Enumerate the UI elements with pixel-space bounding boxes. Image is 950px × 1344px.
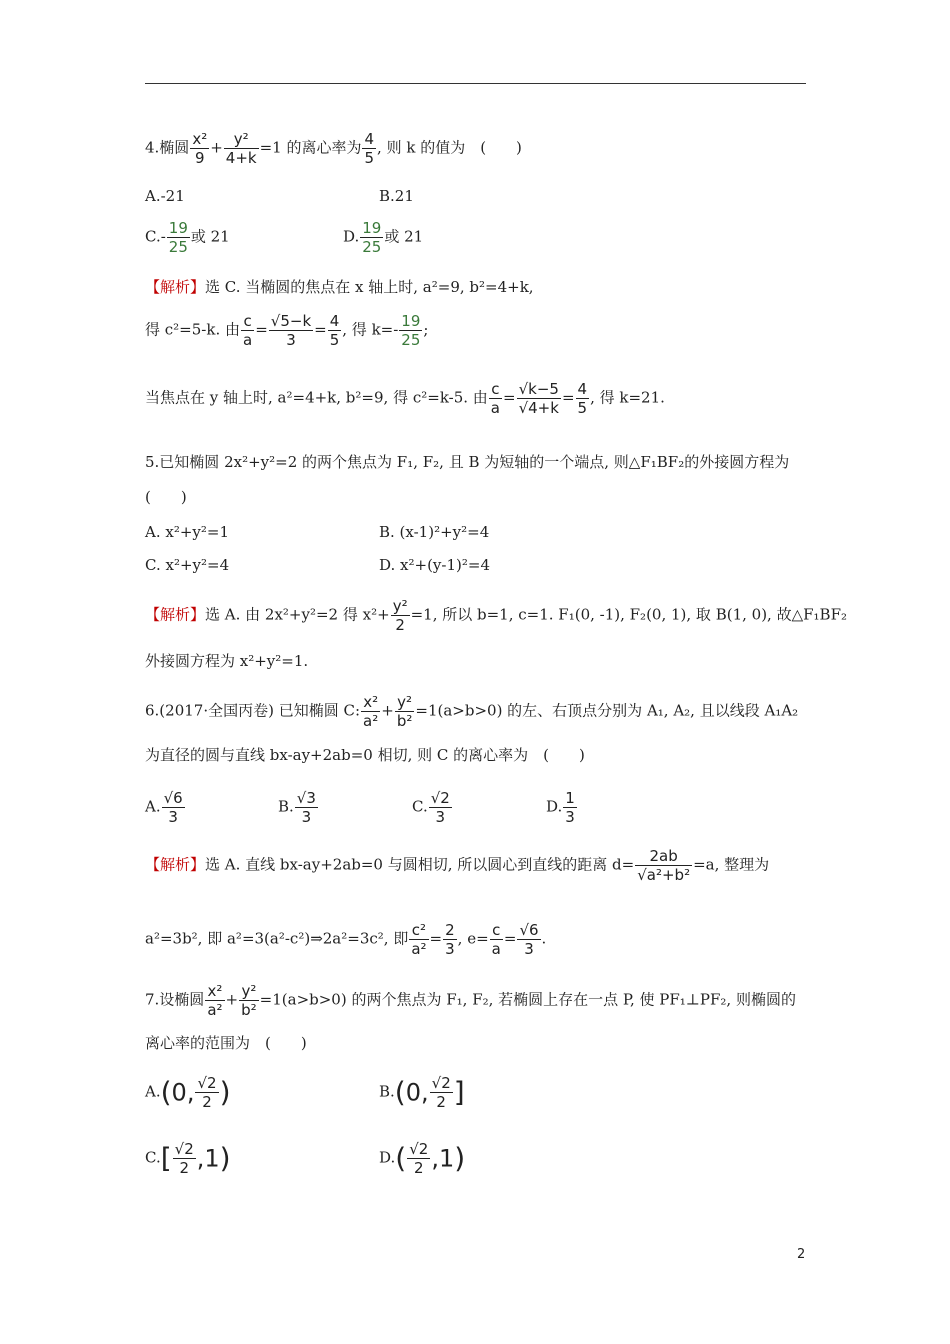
q7-option-a: A.(0, $\frac{√2}{2}$ ) xyxy=(145,1074,231,1111)
solution-tag: 【解析】 xyxy=(145,605,206,624)
q4-option-b: B.21 xyxy=(379,187,414,205)
sol4-line2: 得 c²=5-k. 由 $\frac{c}{a}$ = $\frac{√5-k}{3}$ = $\frac{4}{5}$ , 得 k=- $\frac{19}{25}$ ; xyxy=(145,312,429,349)
sol4-line1: 【解析】选 C. 当椭圆的焦点在 x 轴上时, a²=9, b²=4+k, xyxy=(145,278,534,296)
q7-option-d: D.( $\frac{√2}{2}$ ,1) xyxy=(379,1140,466,1177)
q6-stem-2: 为直径的圆与直线 bx-ay+2ab=0 相切, 则 C 的离心率为 ( ) xyxy=(145,746,585,764)
q7-option-c: C.[ $\frac{√2}{2}$ ,1) xyxy=(145,1140,231,1177)
q6-option-b: B. $\frac{√3}{3}$ xyxy=(278,789,316,826)
q7-option-b: B.(0, $\frac{√2}{2}$ ] xyxy=(379,1074,465,1111)
sol6-line2: a²=3b², 即 a²=3(a²-c²)⇒2a²=3c², 即 $\frac{\text{c²}}{\text{a²}}$ = $\frac{2}{3}$ , e= $\frac{c}{a}$ = $\frac{√6}{3}$ . xyxy=(145,921,547,958)
solution-tag: 【解析】 xyxy=(145,855,206,874)
q5-option-a: A. x²+y²=1 xyxy=(145,523,230,541)
page-number: 2 xyxy=(797,1247,806,1262)
q5-option-c: C. x²+y²=4 xyxy=(145,556,230,574)
q4-stem: 4.椭圆 $\frac{\text{x²}}{9}$ + $\frac{\text{y²}}{4+k}$ =1 的离心率为 $\frac{4}{5}$ , 则 k 的值为 ( ) xyxy=(145,130,522,167)
q6-option-d: D. $\frac{1}{3}$ xyxy=(546,789,575,826)
q5-option-b: B. (x-1)²+y²=4 xyxy=(379,523,490,541)
q7-stem: 7.设椭圆 $\frac{\text{x²}}{\text{a²}}$ + $\frac{\text{y²}}{\text{b²}}$ =1(a>b>0) 的两个焦点为 F₁, F₂, 若椭圆上存在一点 P, 使 PF₁⊥PF₂, 则椭圆的 xyxy=(145,982,796,1019)
q5-stem-2: ( ) xyxy=(145,488,187,506)
q6-option-c: C. $\frac{√2}{3}$ xyxy=(412,789,450,826)
q5-option-d: D. x²+(y-1)²=4 xyxy=(379,556,490,574)
sol4-line3: 当焦点在 y 轴上时, a²=4+k, b²=9, 得 c²=k-5. 由 $\frac{c}{a}$ = $\frac{√k-5}{√4+k}$ = $\frac{4}{5}$ , 得 k=21. xyxy=(145,380,665,417)
q6-stem: 6.(2017·全国丙卷) 已知椭圆 C: $\frac{\text{x²}}{\text{a²}}$ + $\frac{\text{y²}}{\text{b²}}$ =1(a>b>0) 的左、右顶点分别为 A₁, A₂, 且以线段 A₁A₂ xyxy=(145,693,799,730)
solution-tag: 【解析】 xyxy=(145,278,206,296)
sol5-line1: 【解析】选 A. 由 2x²+y²=2 得 x²+ $\frac{\text{y²}}{2}$ =1, 所以 b=1, c=1. F₁(0, -1), F₂(0, 1), 取 B(1, 0), 故△F₁BF₂ xyxy=(145,597,847,634)
q4-option-c: C.- $\frac{19}{25}$ 或 21 xyxy=(145,219,230,256)
q5-stem: 5.已知椭圆 2x²+y²=2 的两个焦点为 F₁, F₂, 且 B 为短轴的一个端点, 则△F₁BF₂的外接圆方程为 xyxy=(145,453,790,471)
header-rule xyxy=(145,83,806,84)
q6-option-a: A. $\frac{√6}{3}$ xyxy=(145,789,183,826)
q4-option-a: A.-21 xyxy=(145,187,185,205)
sol6-line1: 【解析】选 A. 直线 bx-ay+2ab=0 与圆相切, 所以圆心到直线的距离 d= $\frac{2ab}{\text{√a²+b²}}$ =a, 整理为 xyxy=(145,847,770,884)
q4-option-d: D. $\frac{19}{25}$ 或 21 xyxy=(343,219,424,256)
q7-stem-2: 离心率的范围为 ( ) xyxy=(145,1034,307,1052)
sol5-line2: 外接圆方程为 x²+y²=1. xyxy=(145,652,309,670)
